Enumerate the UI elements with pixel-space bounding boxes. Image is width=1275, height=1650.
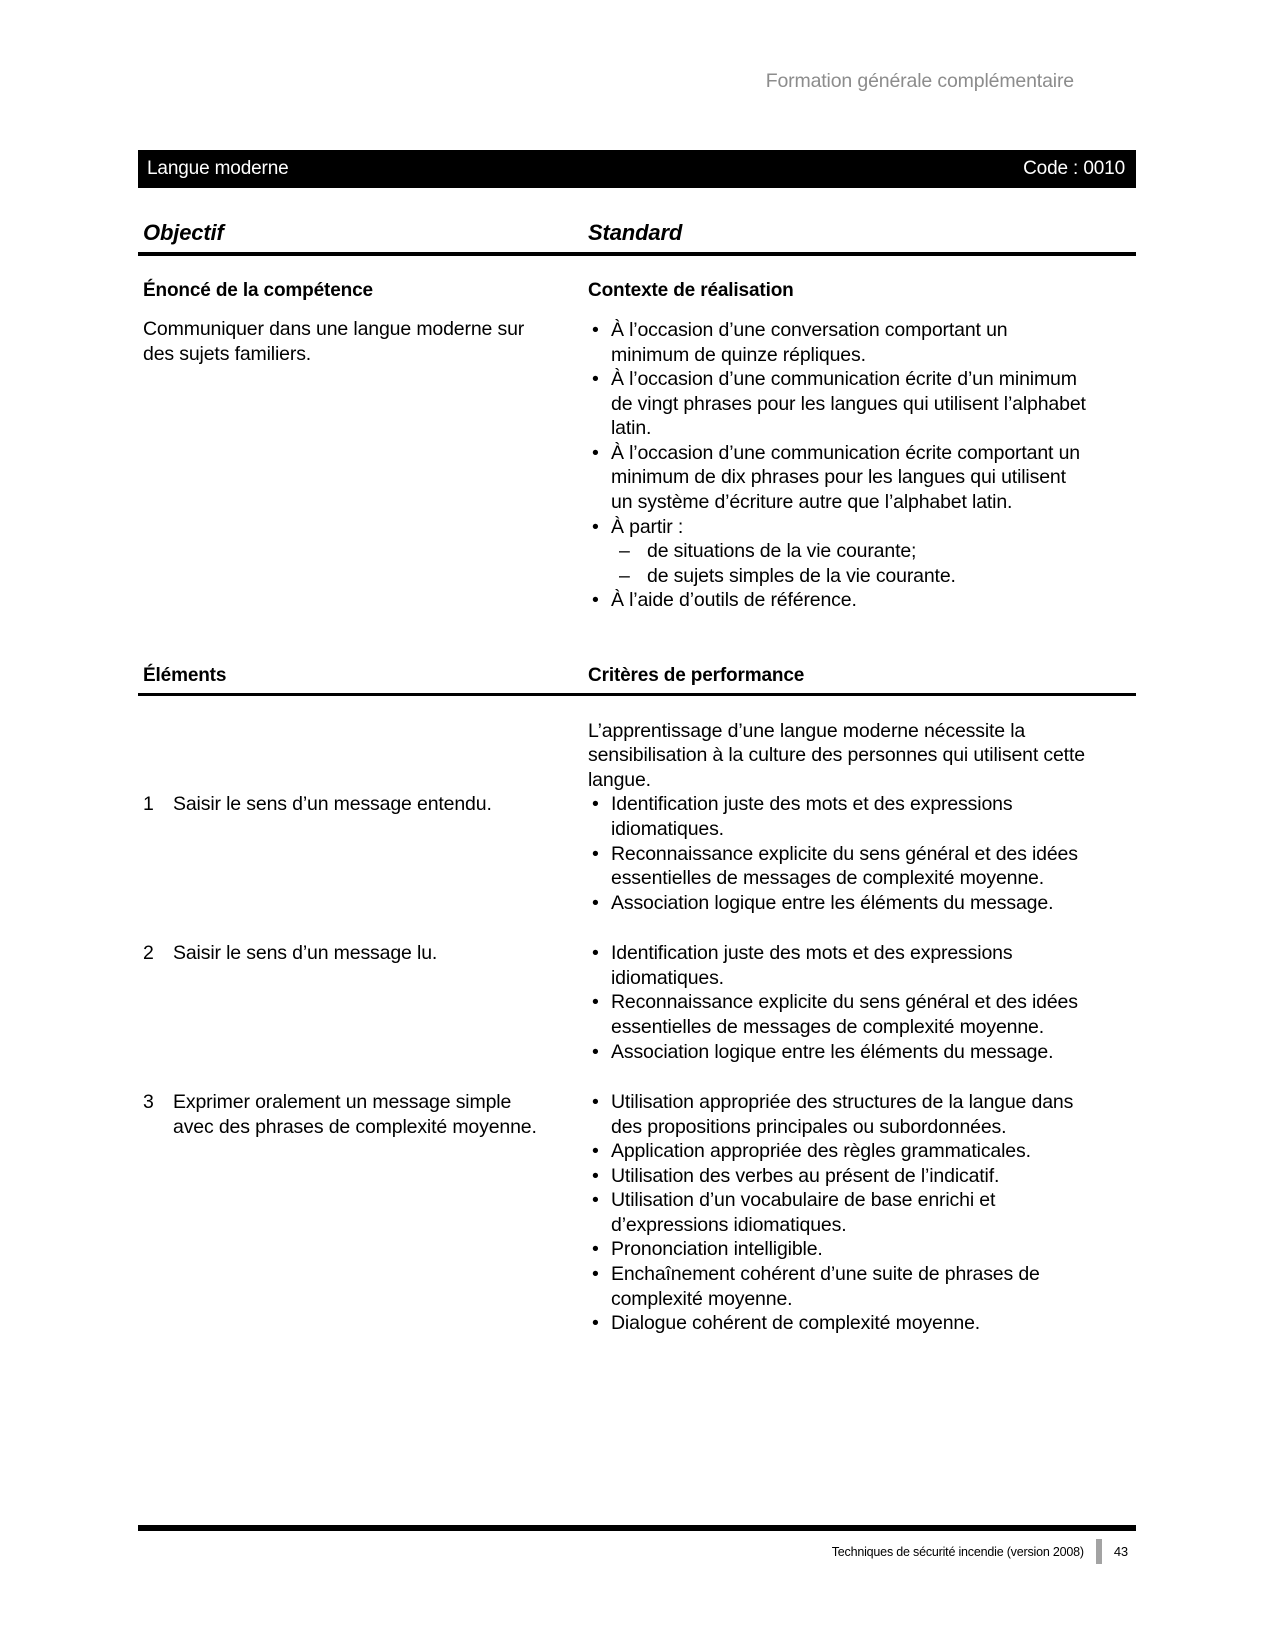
title-bar xyxy=(138,150,1136,188)
element-text: Saisir le sens d’un message entendu. xyxy=(173,793,492,816)
sub-bullet: – de situations de la vie courante; xyxy=(619,539,1088,564)
element-number: 3 xyxy=(143,1091,154,1114)
element-number: 2 xyxy=(143,942,154,965)
criteres-intro-cell xyxy=(588,719,1136,793)
criteria-1-cell xyxy=(588,792,1136,915)
standard-header: Standard xyxy=(588,220,683,245)
critere-bullet: • Reconnaissance explicite du sens général et des idées essentielles de messages de complexité moyenne. xyxy=(588,842,1088,891)
elements-criteres-header-row xyxy=(138,665,1136,696)
criteria-list xyxy=(588,941,1088,1064)
contexte-bullet xyxy=(588,515,1088,589)
course-code: Code : 0010 xyxy=(1023,158,1125,179)
critere-bullet: • Identification juste des mots et des expressions idiomatiques. xyxy=(588,792,1088,841)
footer-divider xyxy=(1096,1539,1102,1564)
critere-bullet: • Prononciation intelligible. xyxy=(588,1237,1088,1262)
contexte-bullet: • À l’aide d’outils de référence. xyxy=(588,588,1088,613)
critere-bullet: • Association logique entre les éléments du message. xyxy=(588,891,1088,916)
page-number: 43 xyxy=(1113,1544,1128,1559)
contexte-bullet: • À l’occasion d’une communication écrite comportant un minimum de dix phrases pour les langues qui utilisent un système d’écriture autre que l’alphabet latin. xyxy=(588,441,1088,515)
enonce-text: Communiquer dans une langue moderne sur des sujets familiers. xyxy=(143,318,525,365)
critere-bullet: • Application appropriée des règles grammaticales. xyxy=(588,1139,1088,1164)
criteria-2-cell xyxy=(588,941,1136,1064)
a-partir-sub-list xyxy=(611,539,1088,588)
criteres-header: Critères de performance xyxy=(588,664,805,686)
critere-bullet: • Utilisation d’un vocabulaire de base enrichi et d’expressions idiomatiques. xyxy=(588,1188,1088,1237)
contexte-title: Contexte de réalisation xyxy=(588,280,794,301)
page-content xyxy=(138,0,1136,1336)
enonce-column xyxy=(138,280,588,613)
element-text: Exprimer oralement un message simple avec des phrases de complexité moyenne. xyxy=(173,1091,537,1138)
element-row-1 xyxy=(138,792,1136,915)
criteres-intro-row xyxy=(138,696,1136,793)
criteria-list xyxy=(588,1090,1088,1336)
element-row-2 xyxy=(138,941,1136,1064)
element-1 xyxy=(138,792,588,915)
footer-row xyxy=(138,1531,1136,1564)
critere-bullet: • Dialogue cohérent de complexité moyenne. xyxy=(588,1311,1088,1336)
empty-cell xyxy=(138,719,588,793)
enonce-title: Énoncé de la compétence xyxy=(143,280,373,301)
contexte-bullet: • À l’occasion d’une conversation comportant un minimum de quinze répliques. xyxy=(588,318,1088,367)
element-3 xyxy=(138,1090,588,1336)
sub-bullet: – de sujets simples de la vie courante. xyxy=(619,564,1088,589)
critere-bullet: • Association logique entre les éléments du message. xyxy=(588,1040,1088,1065)
running-header: Formation générale complémentaire xyxy=(765,70,1074,92)
element-text: Saisir le sens d’un message lu. xyxy=(173,942,438,965)
objectif-standard-header-row xyxy=(138,220,1136,256)
criteria-3-cell xyxy=(588,1090,1136,1336)
objectif-header: Objectif xyxy=(143,220,224,245)
contexte-bullet-text: À partir : xyxy=(611,515,684,538)
criteria-list xyxy=(588,792,1088,915)
elements-header: Éléments xyxy=(143,664,227,686)
contexte-bullet-list xyxy=(588,318,1088,613)
element-2 xyxy=(138,941,588,1064)
competence-context-row xyxy=(138,256,1136,613)
critere-bullet: • Reconnaissance explicite du sens général et des idées essentielles de messages de complexité moyenne. xyxy=(588,990,1088,1039)
critere-bullet: • Utilisation appropriée des structures de la langue dans des propositions principales ou subordonnées. xyxy=(588,1090,1088,1139)
footer-text: Techniques de sécurité incendie (version 2008) xyxy=(831,1544,1084,1559)
contexte-bullet: • À l’occasion d’une communication écrite d’un minimum de vingt phrases pour les langues qui utilisent l’alphabet latin. xyxy=(588,367,1088,441)
page-footer xyxy=(138,1525,1136,1564)
course-title: Langue moderne xyxy=(147,158,289,179)
criteres-intro: L’apprentissage d’une langue moderne nécessite la sensibilisation à la culture des personnes qui utilisent cette langue. xyxy=(588,719,1085,791)
element-number: 1 xyxy=(143,793,154,816)
critere-bullet: • Identification juste des mots et des expressions idiomatiques. xyxy=(588,941,1088,990)
critere-bullet: • Enchaînement cohérent d’une suite de phrases de complexité moyenne. xyxy=(588,1262,1088,1311)
element-row-3 xyxy=(138,1090,1136,1336)
critere-bullet: • Utilisation des verbes au présent de l’indicatif. xyxy=(588,1164,1088,1189)
contexte-column xyxy=(588,280,1136,613)
